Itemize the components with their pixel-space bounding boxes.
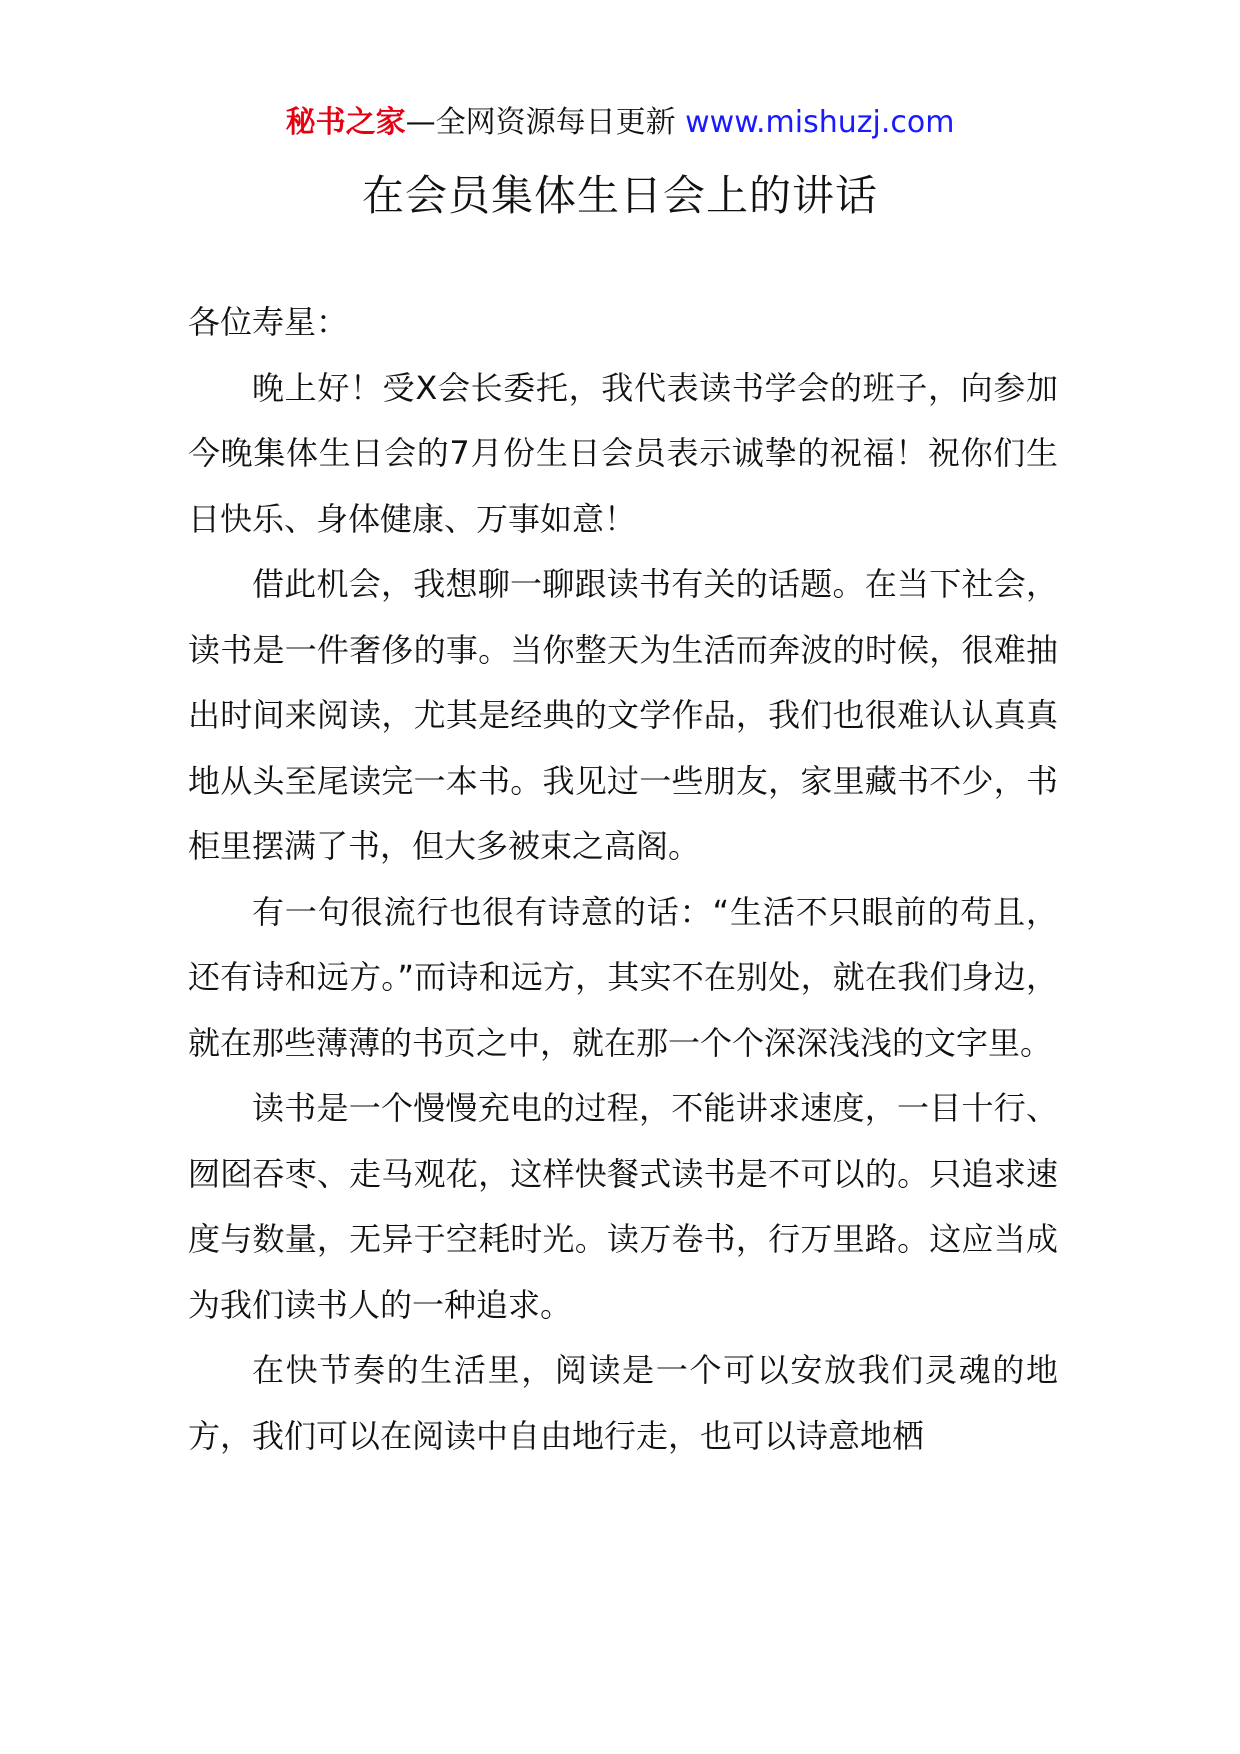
site-header xyxy=(0,100,1240,146)
paragraph-3: 有一句很流行也很有诗意的话：“生活不只眼前的苟且，还有诗和远方。”而诗和远方，其实不在别处，就在我们身边，就在那些薄薄的书页之中，就在那一个个深深浅浅的文字里。 xyxy=(188,892,1058,1062)
paragraph-4: 读书是一个慢慢充电的过程，不能讲求速度，一目十行、囫囵吞枣、走马观花，这样快餐式读书是不可以的。只追求速度与数量，无异于空耗时光。读万卷书，行万里路。这应当成为我们读书人的一种追求。 xyxy=(188,1089,1058,1324)
site-tagline: —全网资源每日更新 xyxy=(405,105,686,140)
paragraph-5: 在快节奏的生活里，阅读是一个可以安放我们灵魂的地方，我们可以在阅读中自由地行走，也可以诗意地栖 xyxy=(188,1351,1058,1455)
paragraph-2: 借此机会，我想聊一聊跟读书有关的话题。在当下社会，读书是一件奢侈的事。当你整天为生活而奔波的时候，很难抽出时间来阅读，尤其是经典的文学作品，我们也很难认认真真地从头至尾读完一本书。我见过一些朋友，家里藏书不少，书柜里摆满了书，但大多被束之高阁。 xyxy=(188,565,1058,865)
salutation: 各位寿星： xyxy=(188,303,349,341)
document-title: 在会员集体生日会上的讲话 xyxy=(361,171,878,220)
paragraph-1: 晚上好！受X会长委托，我代表读书学会的班子，向参加今晚集体生日会的7月份生日会员表示诚挚的祝福！祝你们生日快乐、身体健康、万事如意！ xyxy=(188,368,1058,538)
site-url-link[interactable]: www.mishuzj.com xyxy=(685,105,955,140)
site-brand: 秘书之家 xyxy=(285,105,406,140)
document-body xyxy=(188,290,1058,1469)
